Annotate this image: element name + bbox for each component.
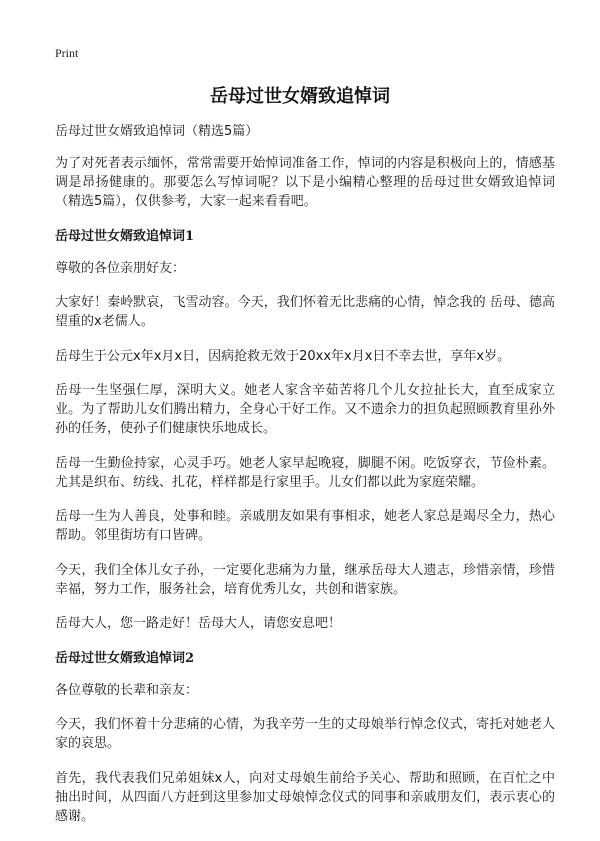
paragraph: 首先，我代表我们兄弟姐妹x人，向对丈母娘生前给予关心、帮助和照顾，在百忙之中抽出时间，从四面八方赶到这里参加丈母娘悼念仪式的同事和亲戚朋友们，表示衷心的感谢。 — [55, 770, 555, 824]
paragraph: 岳母生于公元x年x月x日，因病抢救无效于20xx年x月x日不幸去世，享年x岁。 — [55, 348, 511, 364]
paragraph: 岳母一生为人善良，处事和睦。亲戚朋友如果有事相求，她老人家总是竭尽全力，热心帮助。邻里街坊有口皆碑。 — [55, 509, 555, 543]
paragraph: 岳母一生勤俭持家，心灵手巧。她老人家早起晚寝，脚腿不闲。吃饭穿衣，节俭朴素。尤其是织布、纺线、扎花，样样都是行家里手。儿女们都以此为家庭荣耀。 — [55, 455, 555, 490]
paragraph: 岳母一生坚强仁厚，深明大义。她老人家含辛茹苦将几个儿女拉扯长大，直至成家立业。为了帮助儿女们腾出精力，全身心干好工作。又不遗余力的担负起照顾教育里孙外孙的任务，使孙子们健康快乐地成长。 — [55, 383, 555, 436]
paragraph: 今天，我们全体儿女子孙，一定要化悲痛为力量，继承岳母大人遗志，珍惜亲情，珍惜幸福，努力工作，服务社会，培育优秀儿女，共创和谐家族。 — [55, 562, 555, 597]
document-title: 岳母过世女婿致追悼词 — [210, 86, 390, 107]
section-heading: 岳母过世女婿致追悼词2 — [55, 650, 195, 666]
paragraph: 岳母大人，您一路走好！岳母大人，请您安息吧！ — [55, 616, 342, 631]
paragraph: 各位尊敬的长辈和亲友： — [55, 682, 199, 698]
print-link[interactable]: Print — [55, 46, 79, 60]
paragraph: 大家好！秦岭默哀，飞雪动容。今天，我们怀着无比悲痛的心情，悼念我的 岳母、德高望重的x老儒人。 — [55, 295, 555, 329]
document-body — [55, 122, 555, 841]
paragraph: 今天，我们怀着十分悲痛的心情，为我辛劳一生的丈母娘举行悼念仪式，寄托对她老人家的哀思。 — [55, 717, 555, 751]
paragraph: 尊敬的各位亲朋好友： — [55, 260, 186, 276]
section-heading: 岳母过世女婿致追悼词1 — [55, 228, 195, 244]
document-subtitle: 岳母过世女婿致追悼词（精选5篇） — [55, 124, 259, 139]
intro-paragraph: 为了对死者表示缅怀，常常需要开始悼词准备工作，悼词的内容是积极向上的，情感基调是昂扬健康的。那要怎么写悼词呢？以下是小编精心整理的岳母过世女婿致追悼词（精选5篇），仅供参考，大家一起来看看吧。 — [55, 156, 555, 209]
